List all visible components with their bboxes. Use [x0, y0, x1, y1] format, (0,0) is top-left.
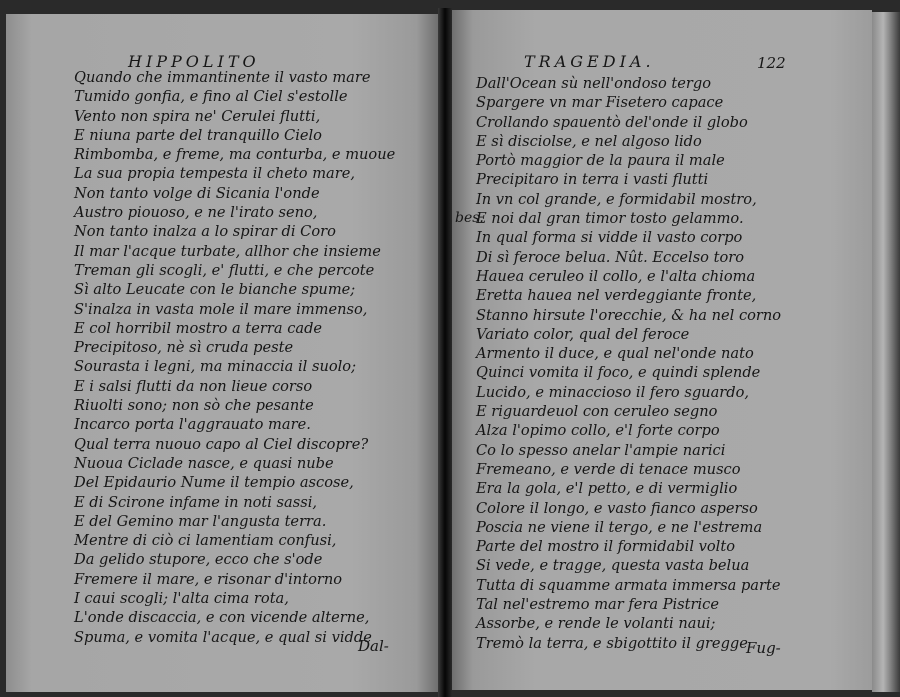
- left-catchword: Dal-: [358, 637, 389, 655]
- verse-line: Dall'Ocean sù nell'ondoso tergo: [476, 75, 712, 92]
- verse-line: Riuolti sono; non sò che pesante: [74, 397, 314, 415]
- verse-line: Fremeano, e verde di tenace musco: [476, 460, 741, 478]
- verse-line: Assorbe, e rende le volanti naui;: [476, 615, 716, 633]
- left-verse-lines: [74, 68, 395, 647]
- verse-line: Portò maggior de la paura il male: [476, 152, 725, 170]
- verse-line: Austro piouoso, e ne l'irato seno,: [74, 204, 318, 222]
- right-verse-lines: [476, 74, 781, 653]
- margin-note: bes.: [455, 210, 484, 226]
- verse-line: Rimbomba, e freme, ma conturba, e muoue: [74, 146, 396, 164]
- verse-line: E col horribil mostro a terra cade: [74, 319, 323, 337]
- verse-line: Mentre di ciò ci lamentiam confusi,: [74, 532, 337, 550]
- verse-line: Tumido gonfia, e fino al Ciel s'estolle: [74, 88, 348, 106]
- verse-line: Il mar l'acque turbate, allhor che insieme: [74, 242, 381, 260]
- right-page: [452, 10, 872, 690]
- verse-line: Non tanto inalza a lo spirar di Coro: [74, 223, 336, 241]
- verse-line: Vento non spira ne' Cerulei flutti,: [74, 107, 321, 125]
- page-number: 122: [757, 54, 786, 72]
- verse-line: Non tanto volge di Sicania l'onde: [74, 184, 320, 202]
- verse-line: Armento il duce, e qual nel'onde nato: [476, 345, 754, 363]
- verse-line: S'inalza in vasta mole il mare immenso,: [74, 300, 368, 318]
- book-gutter: [438, 8, 452, 697]
- right-running-head: TRAGEDIA.: [524, 52, 655, 71]
- verse-line: Precipitoso, nè sì cruda peste: [74, 339, 294, 357]
- verse-line: E i salsi flutti da non lieue corso: [74, 377, 313, 395]
- verse-line: Poscia ne viene il tergo, e ne l'estrema: [476, 518, 763, 536]
- verse-line: Treman gli scogli, e' flutti, e che percote: [74, 261, 375, 279]
- verse-line: E del Gemino mar l'angusta terra.: [74, 512, 327, 530]
- left-running-head: HIPPOLITO: [128, 52, 260, 71]
- verse-line: Precipitaro in terra i vasti flutti: [476, 171, 709, 189]
- verse-line: Quando che immantinente il vasto mare: [74, 69, 371, 86]
- verse-line: Eretta hauea nel verdeggiante fronte,: [476, 287, 757, 305]
- verse-line: Tremò la terra, e sbigottito il gregge: [476, 634, 748, 652]
- verse-line: Fremere il mare, e risonar d'intorno: [74, 570, 343, 588]
- verse-line: Hauea ceruleo il collo, e l'alta chioma: [476, 267, 756, 285]
- verse-line: Qual terra nuouo capo al Ciel discopre?: [74, 435, 369, 453]
- verse-line: Parte del mostro il formidabil volto: [476, 538, 735, 556]
- verse-line: Spargere vn mar Fisetero capace: [476, 94, 724, 112]
- left-page: [6, 14, 438, 692]
- right-catchword: Fug-: [746, 639, 781, 657]
- verse-line: Stanno hirsute l'orecchie, & ha nel corno: [476, 306, 782, 324]
- verse-line: Spuma, e vomita l'acque, e qual si vidde: [74, 628, 372, 646]
- verse-line: Alza l'opimo collo, e'l forte corpo: [476, 422, 720, 440]
- verse-line: Tal nel'estremo mar fera Pistrice: [476, 596, 719, 614]
- verse-line: E sì disciolse, e nel algoso lido: [476, 132, 702, 150]
- verse-line: Colore il longo, e vasto fianco asperso: [476, 499, 758, 517]
- verse-line: Variato color, qual del feroce: [476, 325, 690, 343]
- verse-line: Si vede, e tragge, questa vasta belua: [476, 557, 750, 575]
- page-edges: [872, 12, 900, 692]
- verse-line: Co lo spesso anelar l'ampie narici: [476, 441, 726, 459]
- verse-line: Da gelido stupore, ecco che s'ode: [74, 551, 323, 569]
- verse-line: Era la gola, e'l petto, e di vermiglio: [476, 480, 738, 498]
- verse-line: Del Epidaurio Nume il tempio ascose,: [74, 474, 354, 492]
- verse-line: I caui scogli; l'alta cima rota,: [74, 590, 289, 608]
- verse-line: E di Scirone infame in noti sassi,: [74, 493, 318, 511]
- verse-line: E noi dal gran timor tosto gelammo.: [476, 210, 744, 228]
- verse-line: E riguardeuol con ceruleo segno: [476, 403, 718, 421]
- verse-line: La sua propia tempesta il cheto mare,: [74, 165, 355, 183]
- verse-line: Crollando spauentò del'onde il globo: [476, 113, 748, 131]
- verse-line: Incarco porta l'aggrauato mare.: [74, 416, 311, 434]
- verse-line: Quinci vomita il foco, e quindi splende: [476, 364, 761, 382]
- verse-line: E niuna parte del tranquillo Cielo: [74, 126, 322, 144]
- verse-line: In qual forma si vidde il vasto corpo: [476, 229, 743, 247]
- verse-line: Di sì feroce belua. Nût. Eccelso toro: [476, 248, 745, 266]
- verse-line: L'onde discaccia, e con vicende alterne,: [74, 609, 370, 627]
- verse-line: Sì alto Leucate con le bianche spume;: [74, 281, 356, 299]
- verse-line: Tutta di squamme armata immersa parte: [476, 576, 781, 594]
- verse-line: Lucido, e minaccioso il fero sguardo,: [476, 383, 750, 401]
- verse-line: In vn col grande, e formidabil mostro,: [476, 190, 757, 208]
- verse-line: Nuoua Ciclade nasce, e quasi nube: [74, 454, 334, 472]
- verse-line: Sourasta i legni, ma minaccia il suolo;: [74, 358, 357, 376]
